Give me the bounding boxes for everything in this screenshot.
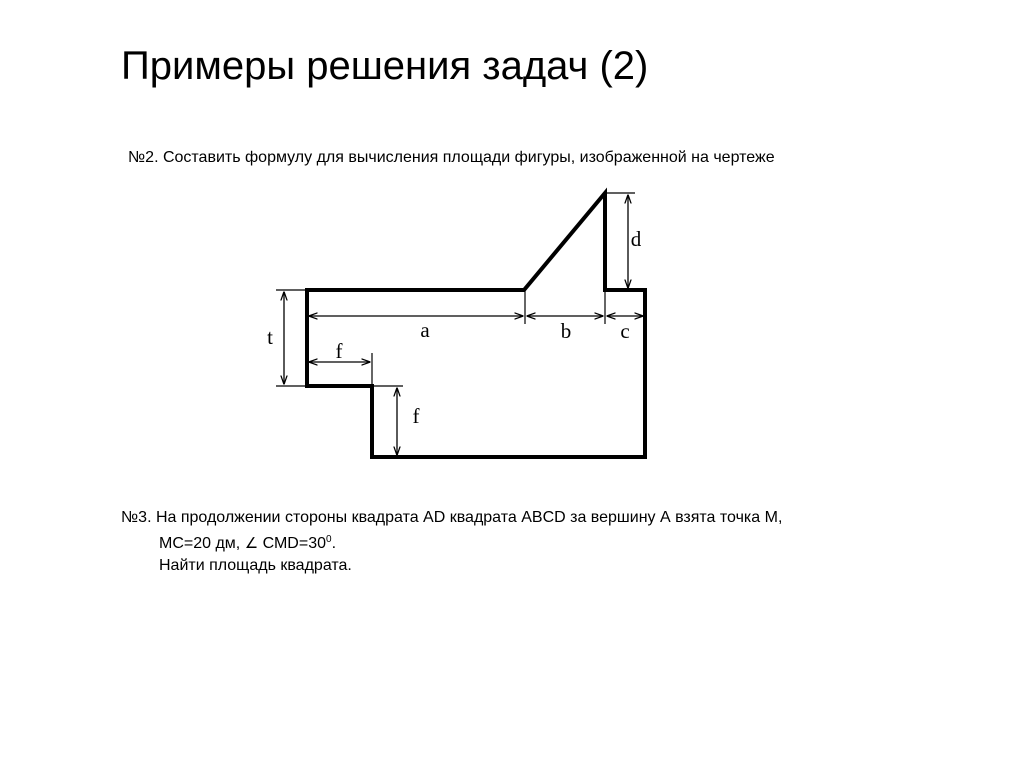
problem-3-line-2-end: . <box>331 535 337 552</box>
problem-3-given-length: МС=20 дм, <box>159 535 245 552</box>
label-t: t <box>267 325 273 349</box>
problem-3-line-1: №3. На продолжении стороны квадрата AD квадрата ABCD за вершину А взята точка М, <box>121 509 783 526</box>
label-a: a <box>420 318 430 342</box>
problem-3-statement <box>121 507 782 577</box>
figure-outline <box>307 193 645 457</box>
label-c: c <box>620 319 630 343</box>
label-f-horizontal: f <box>335 339 343 363</box>
slide-title: Примеры решения задач (2) <box>121 44 649 88</box>
problem-2-statement: №2. Составить формулу для вычисления площади фигуры, изображенной на чертеже <box>128 149 775 166</box>
problem-3-line-3: Найти площадь квадрата. <box>159 557 352 574</box>
problem-3-line-2 <box>121 529 782 555</box>
degree-superscript: 0 <box>326 534 332 545</box>
label-d: d <box>630 227 642 251</box>
label-b: b <box>560 319 572 343</box>
label-f-vertical: f <box>412 404 420 428</box>
angle-symbol: ∠ <box>244 534 259 552</box>
problem-3-given-angle: СМD=30 <box>258 535 326 552</box>
